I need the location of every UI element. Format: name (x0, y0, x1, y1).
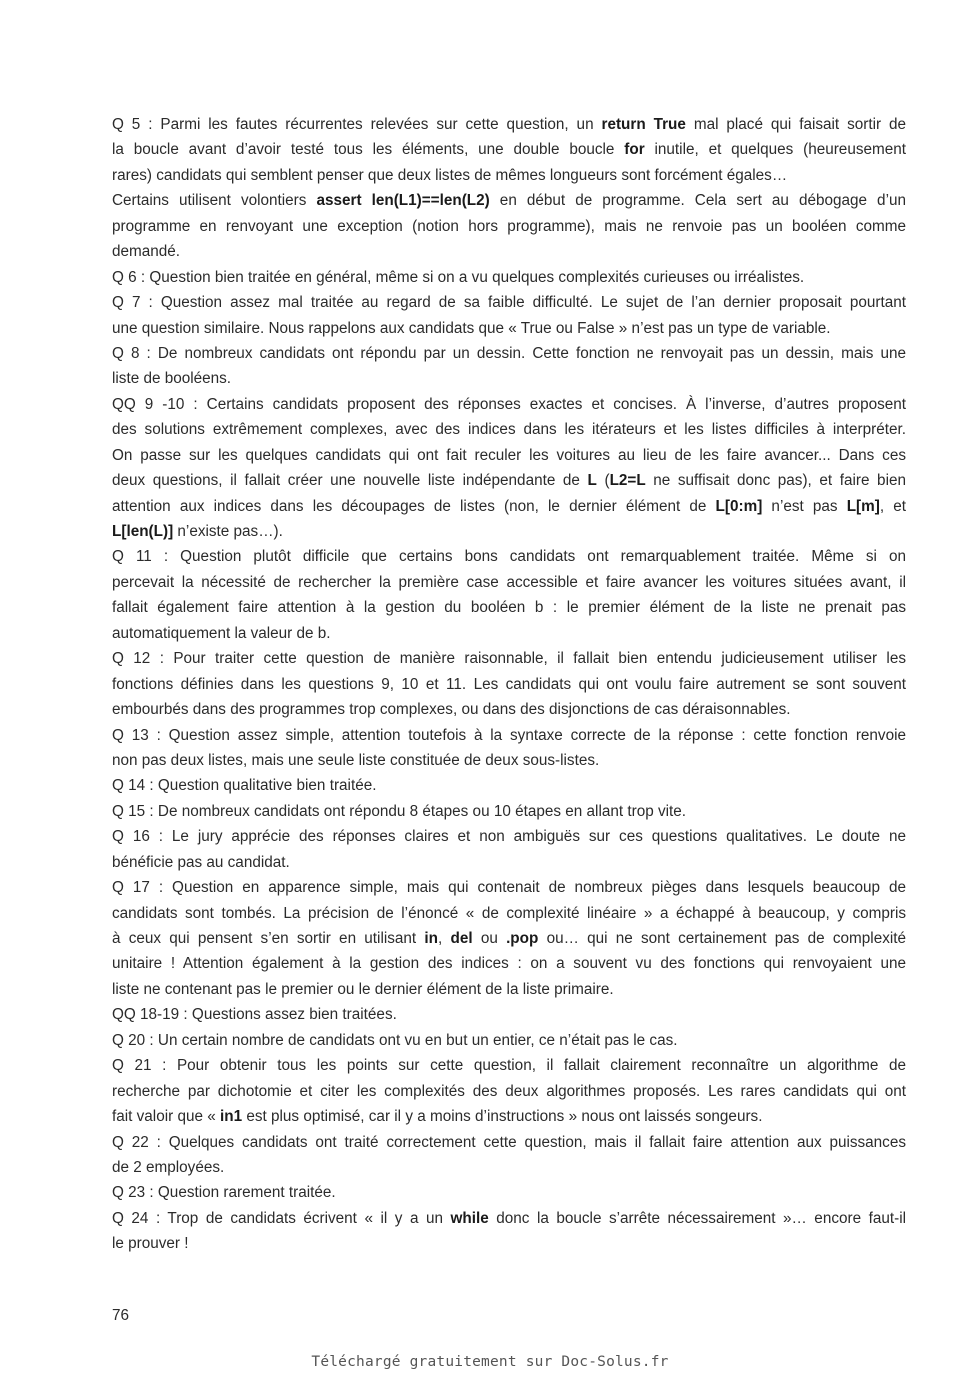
text-line (112, 137, 906, 162)
text-run: percevait la nécessité de rechercher la première case accessible et faire avancer les voitures situées avant, il (112, 573, 906, 591)
text-run: Q 7 : Question assez mal traitée au regard de sa faible difficulté. Le sujet de l’an dernier proposait pourtant (112, 294, 906, 312)
code-term: in (424, 930, 438, 947)
text-line (112, 214, 906, 239)
code-term: assert len(L1)==len(L2) (316, 192, 490, 210)
text-line (112, 468, 906, 493)
code-term: L (587, 472, 597, 490)
text-run: ou… qui ne sont certainement pas de complexité (538, 930, 907, 947)
text-run: Q 17 : Question en apparence simple, mais qui contenait de nombreux pièges dans lesquels beaucoup de (112, 879, 906, 897)
text-line (112, 316, 906, 341)
text-run: mal placé qui faisait sortir de (685, 116, 907, 133)
text-run: la boucle avant d’avoir testé tous les éléments, une double boucle (112, 141, 625, 159)
code-term: L[0:m] (715, 497, 763, 515)
text-run: inutile, et quelques (heureusement (644, 141, 906, 159)
text-run: attention aux indices dans les découpages de listes (non, le dernier élément de (112, 497, 716, 515)
text-line (112, 265, 906, 290)
download-footer: Téléchargé gratuitement sur Doc-Solus.fr (311, 1354, 669, 1370)
text-run: de 2 employées. (112, 1158, 225, 1176)
text-line (112, 697, 906, 722)
text-run: Q 5 : Parmi les fautes récurrentes relevées sur cette question, un (112, 116, 602, 133)
text-line (112, 1079, 906, 1104)
text-line (112, 1002, 906, 1027)
text-run: non pas deux listes, mais une seule liste constituée de deux sous-listes. (112, 751, 600, 769)
text-line (112, 112, 906, 137)
page-number: 76 (112, 1307, 130, 1324)
text-line (112, 239, 906, 264)
text-run: QQ 18-19 : Questions assez bien traitées. (112, 1006, 397, 1024)
text-line (112, 901, 906, 926)
text-run: Q 15 : De nombreux candidats ont répondu 8 étapes ou 10 étapes en allant trop vite. (112, 802, 687, 820)
text-run: Q 13 : Question assez simple, attention toutefois à la syntaxe correcte de la réponse : cette fonction renvoie (112, 726, 906, 744)
text-run: candidats sont tombés. La précision de l’énoncé « de complexité linéaire » a échappé à beaucoup, y compris (112, 904, 906, 922)
code-term: L2=L (609, 472, 646, 490)
text-line (112, 672, 906, 697)
text-run: programme en renvoyant une exception (notion hors programme), mais ne renvoie pas un booléen comme (112, 217, 906, 235)
text-run: Q 21 : Pour obtenir tous les points sur cette question, il fallait clairement reconnaître un algorithme de (112, 1057, 906, 1075)
code-term: .pop (506, 930, 539, 947)
text-line (112, 799, 906, 824)
text-run: demandé. (112, 243, 181, 261)
text-line (112, 494, 906, 519)
code-term: for (624, 141, 645, 159)
code-term: return True (601, 116, 686, 133)
text-line (112, 443, 906, 468)
code-term: L[len(L)] (112, 523, 174, 540)
text-line (112, 748, 906, 773)
text-run: Q 12 : Pour traiter cette question de manière raisonnable, il fallait bien entendu judicieusement utiliser les (112, 650, 906, 668)
text-run: fonctions définies dans les questions 9, 10 et 11. Les candidats qui ont voulu faire autrement se sont souvent (112, 675, 906, 693)
text-line (112, 926, 906, 951)
text-line (112, 875, 906, 900)
text-run: ou (472, 930, 507, 947)
text-line (112, 977, 906, 1002)
text-run: Q 6 : Question bien traitée en général, même si on a vu quelques complexités curieuses ou irréalistes. (112, 268, 805, 286)
text-run: Q 23 : Question rarement traitée. (112, 1184, 336, 1202)
text-run: liste de booléens. (112, 370, 232, 388)
text-line (112, 1028, 906, 1053)
text-run: rares) candidats qui semblent penser que deux listes de mêmes longueurs sont forcément égales… (112, 166, 788, 184)
text-run: bénéficie pas au candidat. (112, 853, 290, 871)
text-run: , (438, 930, 451, 947)
text-line (112, 341, 906, 366)
text-run: donc la boucle s’arrête nécessairement »… encore faut-il (488, 1209, 906, 1227)
text-line (112, 519, 906, 544)
text-line (112, 1053, 906, 1078)
text-run: une question similaire. Nous rappelons aux candidats que « True ou False » n’est pas un type de variable. (112, 319, 831, 337)
text-run: n’est pas (762, 497, 847, 515)
text-line (112, 824, 906, 849)
text-line (112, 621, 906, 646)
text-run: ( (596, 472, 610, 490)
text-run: Q 8 : De nombreux candidats ont répondu par un dessin. Cette fonction ne renvoyait pas un dessin, mais une (112, 344, 906, 362)
text-line (112, 1231, 906, 1256)
text-line (112, 544, 906, 569)
text-run: fait valoir que « (112, 1108, 220, 1126)
text-run: n’existe pas…). (173, 523, 283, 540)
text-run: On passe sur les quelques candidats qui ont fait reculer les voitures au lieu de les faire avancer... Dans ces (112, 446, 906, 464)
text-run: , et (879, 497, 906, 515)
text-line (112, 723, 906, 748)
text-line (112, 850, 906, 875)
code-term: L[m] (846, 497, 880, 515)
text-run: Q 22 : Quelques candidats ont traité correctement cette question, mais il fallait faire attention aux puissances (112, 1133, 906, 1151)
text-run: est plus optimisé, car il y a moins d’instructions » nous ont laissés songeurs. (242, 1108, 763, 1126)
text-run: liste ne contenant pas le premier ou le dernier élément de la liste primaire. (112, 980, 614, 998)
text-line (112, 417, 906, 442)
text-run: ne suffisait donc pas), et faire bien (645, 472, 906, 490)
text-line (112, 290, 906, 315)
text-line (112, 1104, 906, 1129)
text-run: Q 14 : Question qualitative bien traitée. (112, 777, 377, 795)
text-line (112, 595, 906, 620)
text-line (112, 163, 906, 188)
text-line (112, 773, 906, 798)
text-run: des solutions extrêmement complexes, avec des indices dans les itérateurs et les listes difficiles à interpréter. (112, 421, 906, 439)
text-run: deux questions, il fallait créer une nouvelle liste indépendante de (112, 472, 588, 490)
text-run: à ceux qui pensent s’en sortir en utilisant (112, 930, 425, 947)
text-run: le prouver ! (112, 1235, 189, 1253)
text-line (112, 392, 906, 417)
text-line (112, 1206, 906, 1231)
text-run: fallait également faire attention à la gestion du booléen b : le premier élément de la liste ne prenait pas (112, 599, 906, 617)
text-run: QQ 9 -10 : Certains candidats proposent des réponses exactes et concises. À l’inverse, d’autres proposent (112, 395, 906, 413)
text-line (112, 1130, 906, 1155)
text-line (112, 1180, 906, 1205)
code-term: in1 (220, 1108, 243, 1126)
report-body (112, 112, 906, 1257)
text-run: automatiquement la valeur de b. (112, 624, 331, 642)
text-run: Q 24 : Trop de candidats écrivent « il y a un (112, 1209, 451, 1227)
text-line (112, 188, 906, 213)
text-line (112, 366, 906, 391)
text-run: en début de programme. Cela sert au débogage d’un (489, 192, 906, 210)
text-line (112, 1155, 906, 1180)
text-run: Q 11 : Question plutôt difficile que certains bons candidats ont remarquablement traitée. Même si on (112, 548, 906, 566)
text-run: Certains utilisent volontiers (112, 192, 317, 210)
code-term: while (450, 1209, 489, 1227)
text-line (112, 951, 906, 976)
text-run: Q 16 : Le jury apprécie des réponses claires et non ambiguës sur ces questions qualitatives. Le doute ne (112, 828, 906, 846)
text-run: Q 20 : Un certain nombre de candidats ont vu en but un entier, ce n’était pas le cas. (112, 1031, 678, 1049)
text-run: embourbés dans des programmes trop complexes, ou dans des disjonctions de cas déraisonnables. (112, 701, 791, 719)
code-term: del (450, 930, 473, 947)
text-run: recherche par dichotomie et citer les complexités des deux algorithmes proposés. Les rares candidats qui ont (112, 1082, 906, 1100)
text-line (112, 646, 906, 671)
text-run: unitaire ! Attention également à la gestion des indices : on a souvent vu des fonctions qui renvoyaient une (112, 955, 906, 973)
text-line (112, 570, 906, 595)
